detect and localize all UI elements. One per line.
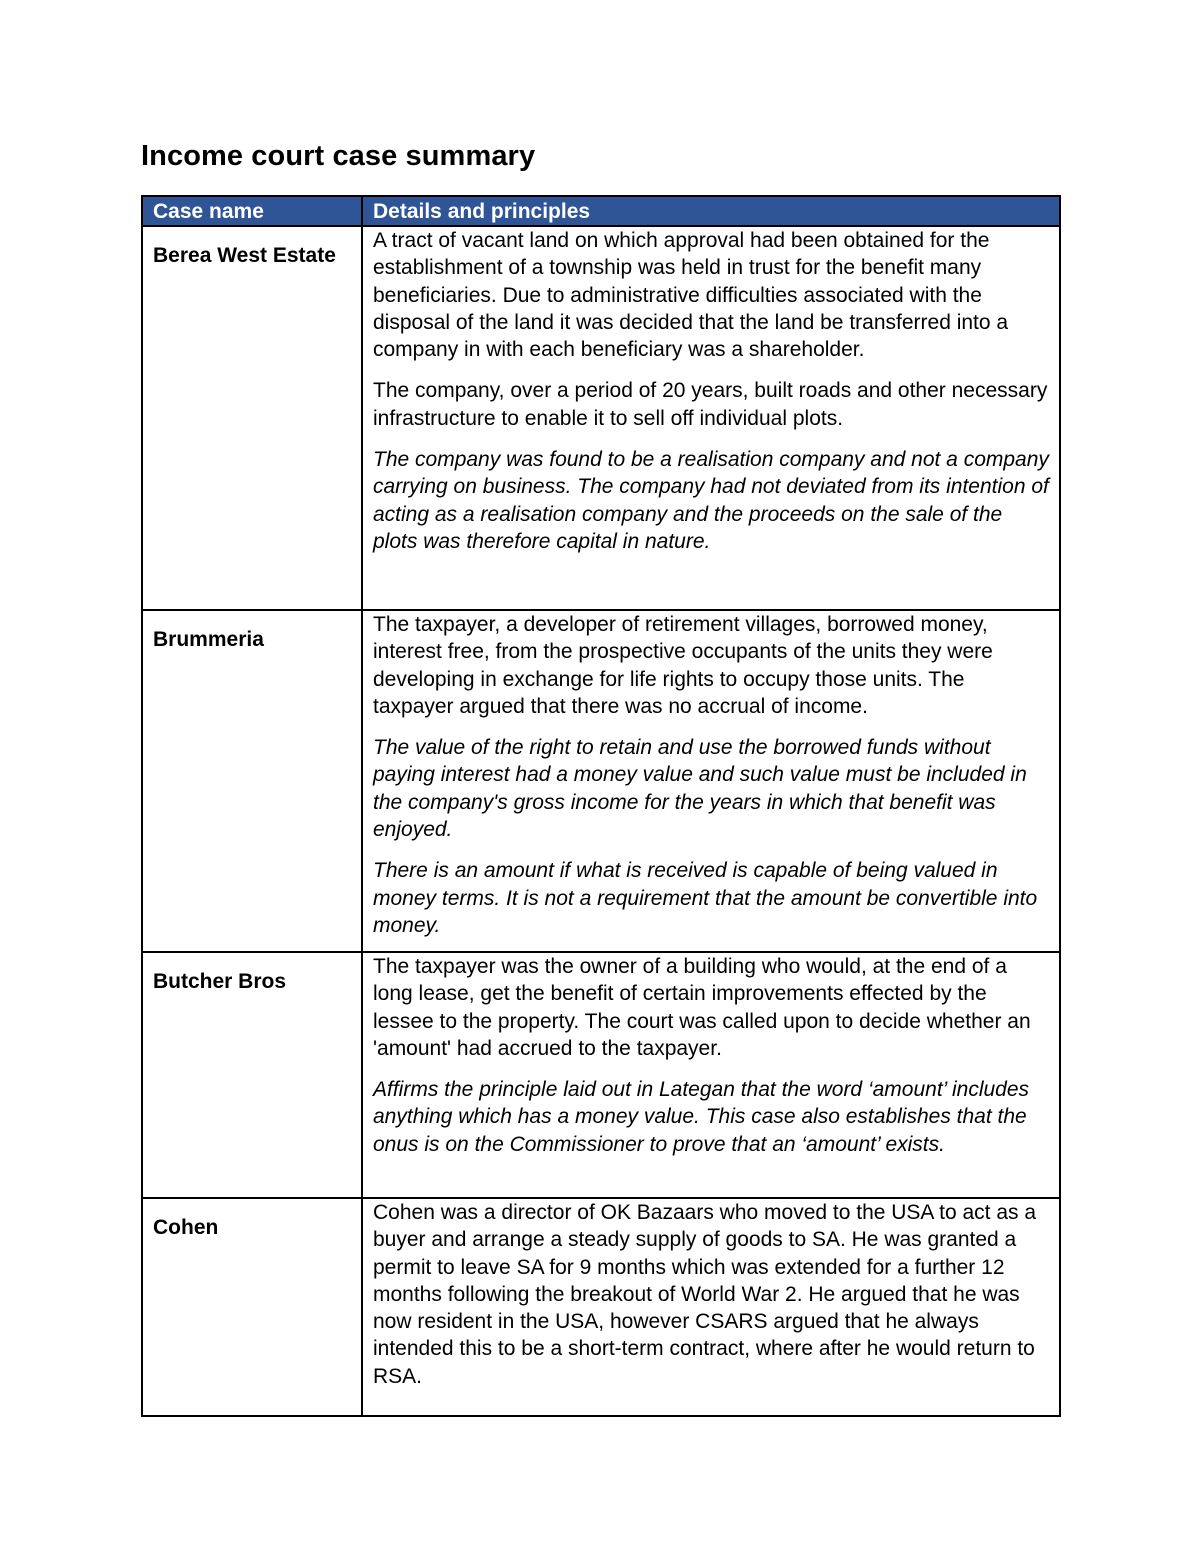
principle-paragraph: Affirms the principle laid out in Lategan that the word ‘amount’ includes anything which has a money value. This case also establishes that the onus is on the Commissioner to prove that an ‘amount’ exists. <box>373 1078 1030 1156</box>
table-row <box>142 952 1060 1198</box>
case-name-cell: Berea West Estate <box>142 226 362 610</box>
case-details-cell <box>362 952 1060 1198</box>
principle-paragraph: The value of the right to retain and use the borrowed funds without paying interest had a money value and such value must be included in the company's gross income for the years in which that benefit was enjoyed. <box>373 736 1027 842</box>
case-details-cell <box>362 610 1060 952</box>
details-paragraph: The taxpayer, a developer of retirement villages, borrowed money, interest free, from the prospective occupants of the units they were developing in exchange for life rights to occupy those units. The taxpayer argued that there was no accrual of income. <box>373 613 993 718</box>
header-row <box>142 196 1060 226</box>
table-row <box>142 226 1060 610</box>
principle-paragraph: There is an amount if what is received is capable of being valued in money terms. It is not a requirement that the amount be convertible into money. <box>373 859 1038 937</box>
case-name-cell: Cohen <box>142 1198 362 1416</box>
details-paragraph: A tract of vacant land on which approval had been obtained for the establishment of a township was held in trust for the benefit many beneficiaries. Due to administrative difficulties associated with the disposal of the land it was decided that the land be transferred into a company in with each beneficiary was a shareholder. <box>373 229 1009 362</box>
table-row <box>142 1198 1060 1416</box>
case-details-cell <box>362 226 1060 610</box>
case-name-cell: Brummeria <box>142 610 362 952</box>
case-summary-table <box>141 195 1061 1417</box>
case-name-cell: Butcher Bros <box>142 952 362 1198</box>
page-title: Income court case summary <box>141 140 536 172</box>
case-details-cell <box>362 1198 1060 1416</box>
table-row <box>142 610 1060 952</box>
details-paragraph: The company, over a period of 20 years, built roads and other necessary infrastructure to enable it to sell off individual plots. <box>373 379 1048 430</box>
table-body <box>142 226 1060 1416</box>
table-header <box>142 196 1060 226</box>
details-paragraph: Cohen was a director of OK Bazaars who moved to the USA to act as a buyer and arrange a steady supply of goods to SA. He was granted a permit to leave SA for 9 months which was extended for a further 12 months following the breakout of World War 2. He argued that he was now resident in the USA, however CSARS argued that he always intended this to be a short-term contract, where after he would return to RSA. <box>373 1201 1037 1388</box>
details-paragraph: The taxpayer was the owner of a building who would, at the end of a long lease, get the benefit of certain improvements effected by the lessee to the property. The court was called upon to decide whether an 'amount' had accrued to the taxpayer. <box>373 955 1031 1060</box>
header-case-name: Case name <box>142 196 362 226</box>
header-details: Details and principles <box>362 196 1060 226</box>
principle-paragraph: The company was found to be a realisation company and not a company carrying on business. The company had not deviated from its intention of acting as a realisation company and the proceeds on the sale of the plots was therefore capital in nature. <box>373 448 1049 553</box>
